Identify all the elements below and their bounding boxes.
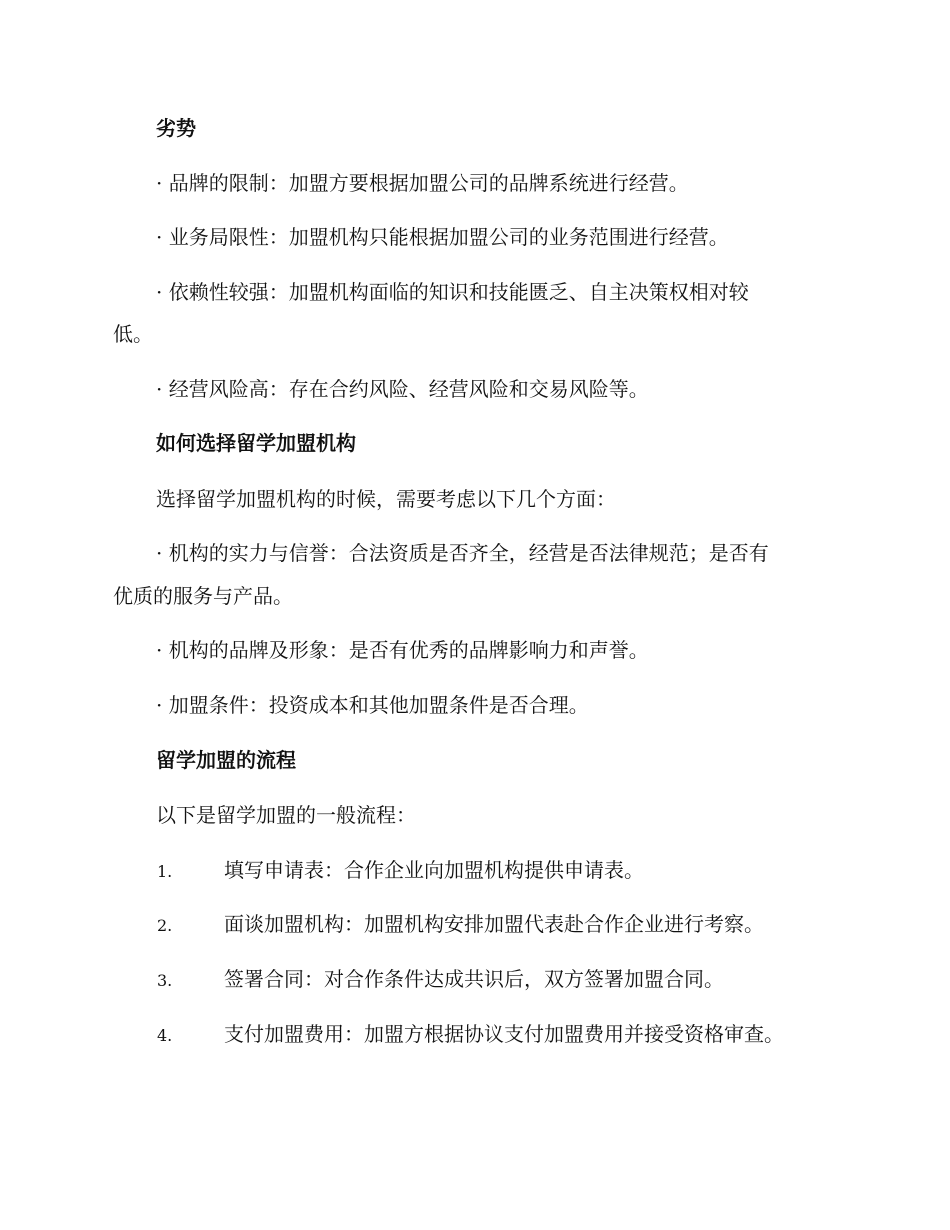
step-number: 4. [157,1026,173,1045]
process-heading: 留学加盟的流程 [156,748,296,772]
weakness-item-brand: · 品牌的限制：加盟方要根据加盟公司的品牌系统进行经营。 [156,171,689,195]
choose-item-strength-cont: 优质的服务与产品。 [113,584,293,608]
step-number: 1. [157,862,173,881]
process-step [157,848,857,894]
step-text: 支付加盟费用：加盟方根据协议支付加盟费用并接受资格审查。 [224,1022,784,1046]
step-number: 3. [157,971,173,990]
process-step [157,902,857,948]
step-number: 2. [157,916,173,935]
choose-intro: 选择留学加盟机构的时候，需要考虑以下几个方面： [156,487,616,511]
process-step [157,957,857,1003]
process-intro: 以下是留学加盟的一般流程： [156,803,416,827]
step-text: 签署合同：对合作条件达成共识后，双方签署加盟合同。 [224,967,724,991]
choose-item-conditions: · 加盟条件：投资成本和其他加盟条件是否合理。 [156,693,589,717]
step-text: 面谈加盟机构：加盟机构安排加盟代表赴合作企业进行考察。 [224,912,764,936]
weakness-item-dependency: · 依赖性较强：加盟机构面临的知识和技能匮乏、自主决策权相对较 [156,280,749,304]
step-text: 填写申请表：合作企业向加盟机构提供申请表。 [224,858,644,882]
weakness-heading: 劣势 [156,116,196,140]
choose-heading: 如何选择留学加盟机构 [156,431,356,455]
weakness-item-dependency-cont: 低。 [113,322,153,346]
weakness-item-business: · 业务局限性：加盟机构只能根据加盟公司的业务范围进行经营。 [156,225,729,249]
choose-item-strength: · 机构的实力与信誉：合法资质是否齐全，经营是否法律规范；是否有 [156,541,769,565]
choose-item-brand: · 机构的品牌及形象：是否有优秀的品牌影响力和声誉。 [156,638,649,662]
weakness-item-risk: · 经营风险高：存在合约风险、经营风险和交易风险等。 [156,377,649,401]
process-step [157,1012,857,1058]
